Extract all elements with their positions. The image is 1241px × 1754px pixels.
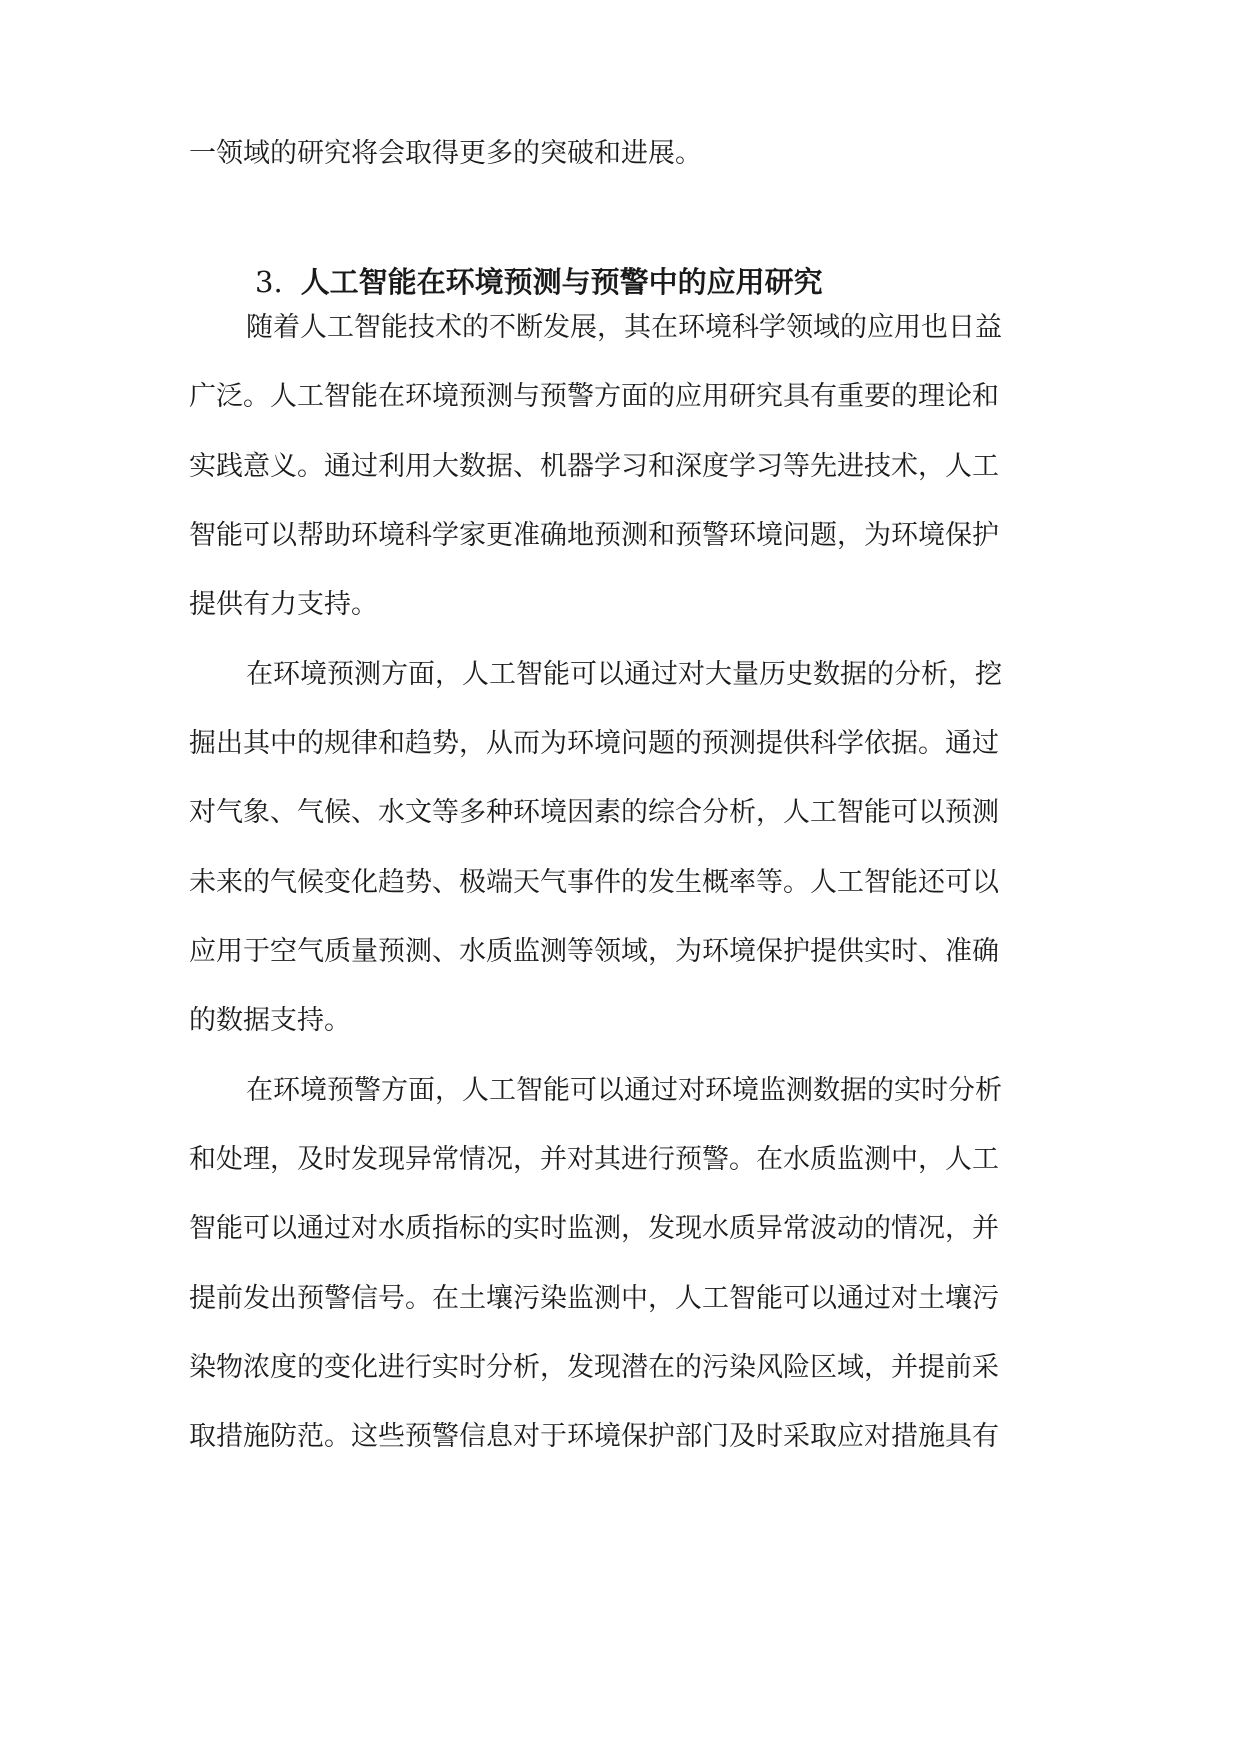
- paragraph-3-line-5: 染物浓度的变化进行实时分析，发现潜在的污染风险区域，并提前采: [189, 1352, 999, 1383]
- paragraph-3-line-1: 在环境预警方面，人工智能可以通过对环境监测数据的实时分析: [246, 1075, 1002, 1106]
- paragraph-2-line-4: 未来的气候变化趋势、极端天气事件的发生概率等。人工智能还可以: [189, 867, 999, 898]
- paragraph-2-line-3: 对气象、气候、水文等多种环境因素的综合分析，人工智能可以预测: [189, 797, 999, 828]
- paragraph-3-line-6: 取措施防范。这些预警信息对于环境保护部门及时采取应对措施具有: [189, 1421, 999, 1452]
- paragraph-2-line-2: 掘出其中的规律和趋势，从而为环境问题的预测提供科学依据。通过: [189, 728, 999, 759]
- paragraph-1-line-5: 提供有力支持。: [189, 589, 378, 620]
- paragraph-3-line-3: 智能可以通过对水质指标的实时监测，发现水质异常波动的情况，并: [189, 1213, 999, 1244]
- paragraph-1-line-3: 实践意义。通过利用大数据、机器学习和深度学习等先进技术，人工: [189, 451, 999, 482]
- intro-tail-line: 一领域的研究将会取得更多的突破和进展。: [189, 138, 702, 169]
- paragraph-3-line-2: 和处理，及时发现异常情况，并对其进行预警。在水质监测中，人工: [189, 1144, 999, 1175]
- section-heading: [255, 257, 823, 307]
- paragraph-1-line-1: 随着人工智能技术的不断发展，其在环境科学领域的应用也日益: [246, 312, 1002, 343]
- paragraph-1-line-2: 广泛。人工智能在环境预测与预警方面的应用研究具有重要的理论和: [189, 381, 999, 412]
- section-title: 人工智能在环境预测与预警中的应用研究: [300, 265, 823, 299]
- section-number: 3.: [255, 265, 283, 299]
- paragraph-3-line-4: 提前发出预警信号。在土壤污染监测中，人工智能可以通过对土壤污: [189, 1283, 999, 1314]
- paragraph-2-line-6: 的数据支持。: [189, 1005, 351, 1036]
- paragraph-2-line-5: 应用于空气质量预测、水质监测等领域，为环境保护提供实时、准确: [189, 936, 999, 967]
- paragraph-2-line-1: 在环境预测方面，人工智能可以通过对大量历史数据的分析，挖: [246, 659, 1002, 690]
- paragraph-1-line-4: 智能可以帮助环境科学家更准确地预测和预警环境问题，为环境保护: [189, 520, 999, 551]
